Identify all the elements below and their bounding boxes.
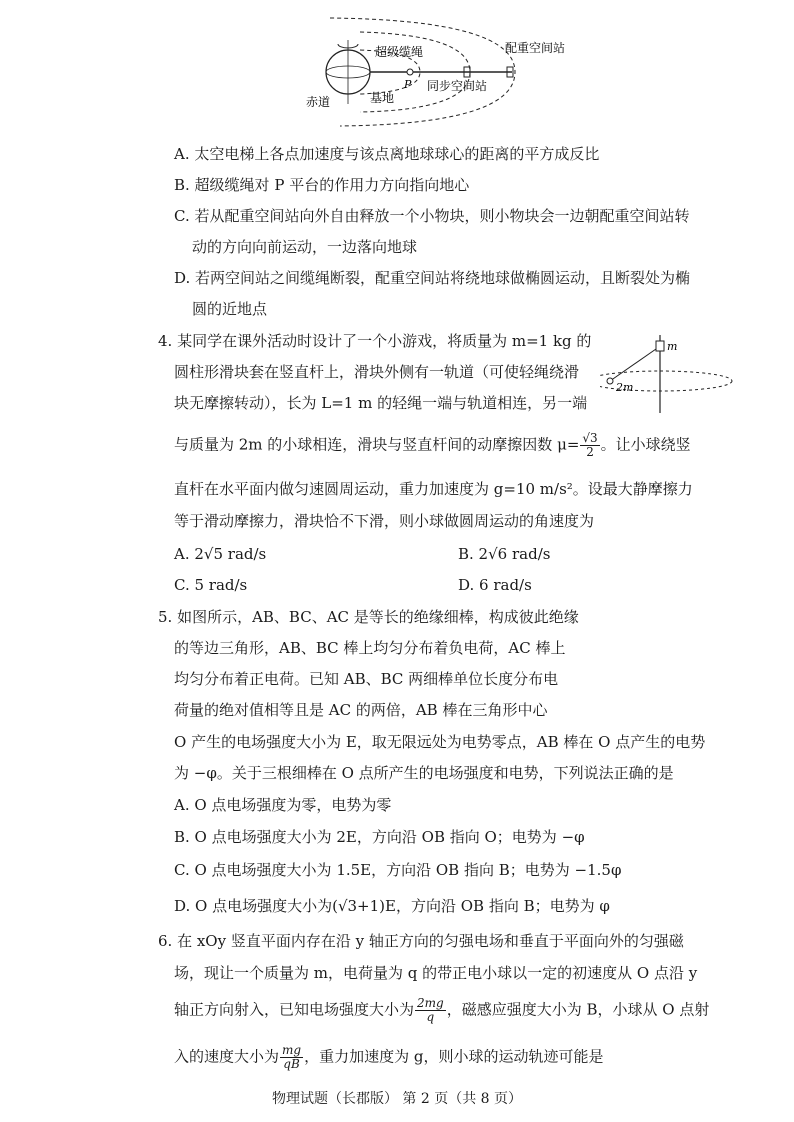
- q5-line-5: O 产生的电场强度大小为 E，取无限远处为电势零点，AB 棒在 O 点产生的电势: [174, 733, 706, 751]
- q4-figure: [600, 335, 750, 415]
- q4-option-a: A. 2√5 rad/s: [174, 545, 267, 563]
- label-m: m: [667, 340, 678, 353]
- mu-fraction: $\frac{√3}{2}$: [582, 431, 598, 459]
- label-P: P: [404, 78, 412, 91]
- q3-option-d-2: 圆的近地点: [192, 300, 268, 318]
- q6-line-3a: 轴正方向射入，已知电场强度大小为: [174, 1000, 415, 1019]
- q5-option-b: B. O 点电场强度大小为 2E，方向沿 OB 指向 O；电势为 −φ: [174, 828, 585, 846]
- q4-line-4: [174, 432, 691, 459]
- q6-line-4: [174, 1044, 603, 1071]
- q6-line-3: [174, 997, 709, 1024]
- q6-line-4a: 入的速度大小为: [174, 1047, 280, 1066]
- label-cable: 超级缆绳: [375, 45, 424, 59]
- e-field-fraction: $\frac{2mg}{q}$: [417, 996, 444, 1024]
- q4-option-b: B. 2√6 rad/s: [458, 545, 551, 563]
- q5-line-6: 为 −φ。关于三根细棒在 O 点所产生的电场强度和电势，下列说法正确的是: [174, 764, 674, 782]
- q3-option-a: A. 太空电梯上各点加速度与该点离地球球心的距离的平方成反比: [174, 145, 600, 163]
- point-P: [407, 69, 413, 75]
- q5-line-3: 均匀分布着正电荷。已知 AB、BC 两细棒单位长度分布电: [174, 670, 559, 688]
- light-rope: [610, 349, 656, 381]
- q4-line-3: 块无摩擦转动），长为 L=1 m 的轻绳一端与轨道相连，另一端: [174, 394, 588, 412]
- q4-line-4b: 。让小球绕竖: [600, 435, 691, 454]
- q4-line-5: 直杆在水平面内做匀速圆周运动，重力加速度为 g=10 m/s²。设最大静摩擦力: [174, 480, 693, 498]
- label-counterweight: 配重空间站: [505, 41, 566, 55]
- label-2m: 2m: [616, 381, 634, 394]
- small-ball: [607, 378, 613, 384]
- q5-line-4: 荷量的绝对值相等且是 AC 的两倍，AB 棒在三角形中心: [174, 701, 548, 719]
- q6-line-4b: ，重力加速度为 g，则小球的运动轨迹可能是: [304, 1047, 604, 1066]
- q4-option-c: C. 5 rad/s: [174, 576, 248, 594]
- space-elevator-figure: [300, 10, 590, 135]
- q4-line-6: 等于滑动摩擦力，滑块恰不下滑，则小球做圆周运动的角速度为: [174, 512, 595, 530]
- q4-line-2: 圆柱形滑块套在竖直杆上，滑块外侧有一轨道（可使轻绳绕滑: [174, 363, 580, 381]
- page-footer: 物理试题（长郡版） 第 2 页（共 8 页）: [271, 1091, 523, 1107]
- q4-option-d: D. 6 rad/s: [458, 576, 532, 594]
- q3-option-d-1: D. 若两空间站之间缆绳断裂，配重空间站将绕地球做椭圆运动，且断裂处为椭: [174, 269, 691, 287]
- label-sync: 同步空间站: [427, 79, 488, 93]
- q5-line-2: 的等边三角形，AB、BC 棒上均匀分布着负电荷，AC 棒上: [174, 639, 566, 657]
- q5-option-d: D. O 点电场强度大小为(√3+1)E，方向沿 OB 指向 B；电势为 φ: [174, 897, 610, 915]
- q3-option-c-1: C. 若从配重空间站向外自由释放一个小物块，则小物块会一边朝配重空间站转: [174, 207, 690, 225]
- velocity-fraction: $\frac{mg}{qB}$: [282, 1043, 302, 1071]
- slider-block: [656, 341, 664, 351]
- q4-line-4a: 与质量为 2m 的小球相连，滑块与竖直杆间的动摩擦因数 μ=: [174, 435, 580, 454]
- q5-option-c: C. O 点电场强度大小为 1.5E，方向沿 OB 指向 B；电势为 −1.5φ: [174, 861, 622, 879]
- q3-option-b: B. 超级缆绳对 P 平台的作用力方向指向地心: [174, 176, 470, 194]
- q5-line-1: 5. 如图所示，AB、BC、AC 是等长的绝缘细棒，构成彼此绝缘: [158, 608, 579, 626]
- q5-option-a: A. O 点电场强度为零，电势为零: [174, 796, 392, 814]
- q3-option-c-2: 动的方向向前运动，一边落向地球: [192, 238, 418, 256]
- label-equator: 赤道: [306, 95, 331, 109]
- q4-line-1: 4. 某同学在课外活动时设计了一个小游戏，将质量为 m=1 kg 的: [158, 332, 592, 350]
- q6-line-3b: ，磁感应强度大小为 B，小球从 O 点射: [446, 1000, 710, 1019]
- label-base: 基地: [370, 91, 395, 105]
- q6-line-2: 场，现让一个质量为 m，电荷量为 q 的带正电小球以一定的初速度从 O 点沿 y: [174, 964, 698, 982]
- q6-line-1: 6. 在 xOy 竖直平面内存在沿 y 轴正方向的匀强电场和垂直于平面向外的匀强磁: [158, 932, 684, 950]
